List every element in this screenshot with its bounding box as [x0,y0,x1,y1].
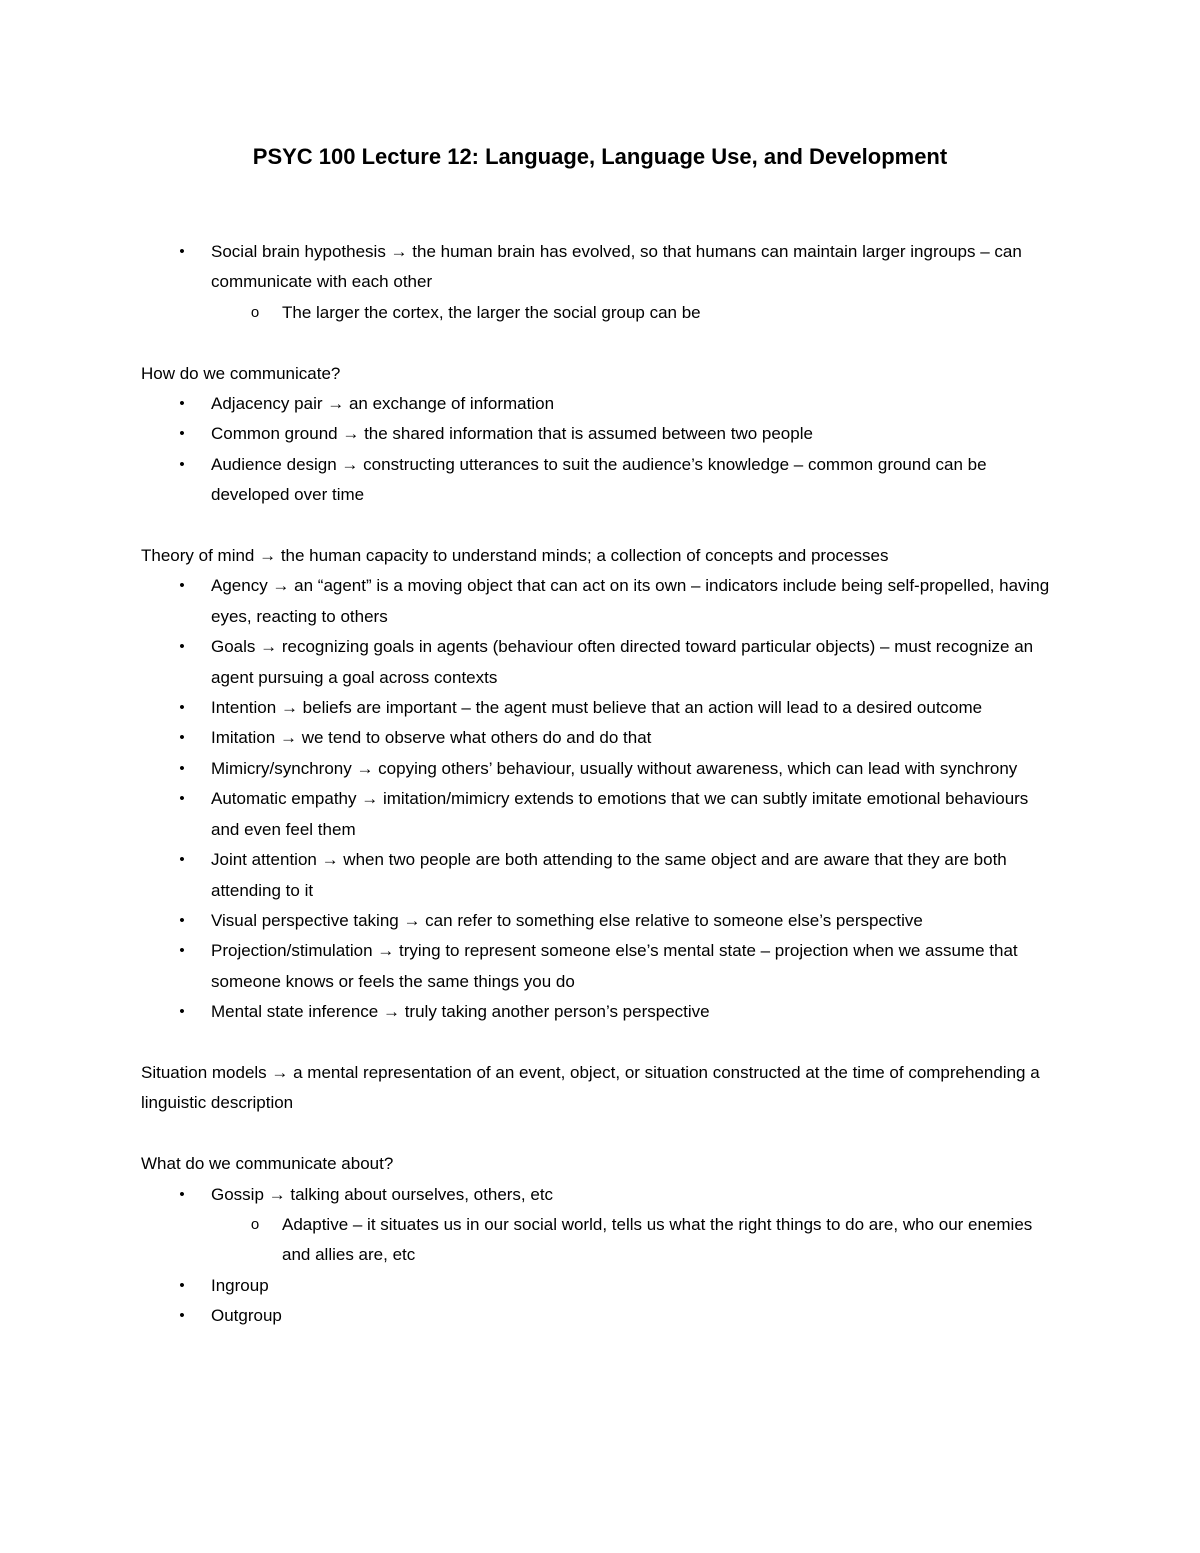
section-2 [141,541,1061,1028]
section-0 [141,237,1061,328]
list-item [141,936,1061,997]
bullet-list [141,1180,1061,1332]
list-item-text: Goals → recognizing goals in agents (behaviour often directed toward particular objects) – must recognize an agent pursuing a goal across contexts [211,637,1034,687]
list-item [141,723,1061,753]
bullet-icon: • [179,577,185,595]
list-item-text: Mimicry/synchrony → copying others’ behaviour, usually without awareness, which can lead with synchrony [211,758,1018,778]
list-item [141,1180,1061,1210]
list-item [141,571,1061,632]
section-4 [141,1149,1061,1331]
sub-list-item-text: The larger the cortex, the larger the social group can be [282,302,701,322]
list-item-text: Visual perspective taking → can refer to something else relative to someone else’s perspective [211,910,923,930]
section-spacer [141,328,1061,358]
bullet-icon: • [179,911,185,929]
bullet-icon: • [179,395,185,413]
section-1 [141,359,1061,511]
bullet-icon: • [179,638,185,656]
list-item [141,1271,1061,1301]
bullet-list [141,571,1061,1027]
bullet-icon: • [179,699,185,717]
list-item [141,450,1061,511]
bullet-icon: • [179,1185,185,1203]
list-item-text: Imitation → we tend to observe what others do and do that [211,728,652,748]
bullet-icon: • [179,851,185,869]
list-item-text: Agency → an “agent” is a moving object that can act on its own – indicators include being self-propelled, having eyes, reacting to others [211,576,1050,626]
list-item-text: Projection/stimulation → trying to represent someone else’s mental state – projection when we assume that someone knows or feels the same things you do [211,941,1018,991]
bullet-icon: • [179,790,185,808]
list-item [141,1301,1061,1331]
list-item-text: Social brain hypothesis → the human brain has evolved, so that humans can maintain larger ingroups – can communicate with each other [211,242,1022,292]
list-item [141,845,1061,906]
sub-list-item [141,1210,1061,1271]
section-spacer [141,511,1061,541]
list-item-text: Mental state inference → truly taking another person’s perspective [211,1002,710,1022]
section-heading: How do we communicate? [141,363,341,383]
section-heading: Situation models → a mental representation of an event, object, or situation constructed at the time of comprehending a linguistic description [141,1062,1040,1113]
bullet-icon: • [179,425,185,443]
list-item-text: Ingroup [211,1275,269,1295]
section-spacer [141,1119,1061,1149]
list-item-text: Audience design → constructing utterances to suit the audience’s knowledge – common ground can be developed over time [211,454,987,505]
bullet-icon: • [179,759,185,777]
sub-list-item-text: Adaptive – it situates us in our social world, tells us what the right things to do are, who our enemies and allies are, etc [282,1214,1033,1265]
list-item [141,693,1061,723]
bullet-icon: • [179,729,185,747]
list-item [141,389,1061,419]
section-3 [141,1058,1061,1119]
sub-bullet-icon: o [250,1215,260,1233]
bullet-icon: • [179,1003,185,1021]
bullet-icon: • [179,1307,185,1325]
list-item [141,997,1061,1027]
list-item [141,237,1061,298]
list-item [141,906,1061,936]
bullet-icon: • [179,243,185,260]
list-item [141,632,1061,693]
bullet-icon: • [179,942,185,960]
list-item-text: Adjacency pair → an exchange of information [211,394,555,414]
bullet-list [141,389,1061,511]
list-item-text: Joint attention → when two people are both attending to the same object and are aware that they are both attending to it [211,850,1007,900]
section-heading: What do we communicate about? [141,1154,394,1174]
sub-bullet-icon: o [250,303,260,321]
list-item-text: Gossip → talking about ourselves, others, etc [211,1184,554,1204]
page-title: PSYC 100 Lecture 12: Language, Language Use, and Development [252,144,948,169]
bullet-icon: • [179,1276,185,1294]
document-body [141,237,1061,1332]
list-item [141,754,1061,784]
section-spacer [141,1028,1061,1058]
list-item [141,419,1061,449]
list-item-text: Automatic empathy → imitation/mimicry extends to emotions that we can subtly imitate emotional behaviours and even feel them [211,789,1029,839]
bullet-list [141,237,1061,328]
list-item-text: Intention → beliefs are important – the agent must believe that an action will lead to a desired outcome [211,698,983,718]
list-item-text: Common ground → the shared information that is assumed between two people [211,424,813,444]
list-item [141,784,1061,845]
list-item-text: Outgroup [211,1306,282,1326]
section-heading: Theory of mind → the human capacity to understand minds; a collection of concepts and processes [141,546,889,566]
bullet-icon: • [179,455,185,473]
sub-list-item [141,298,1061,328]
